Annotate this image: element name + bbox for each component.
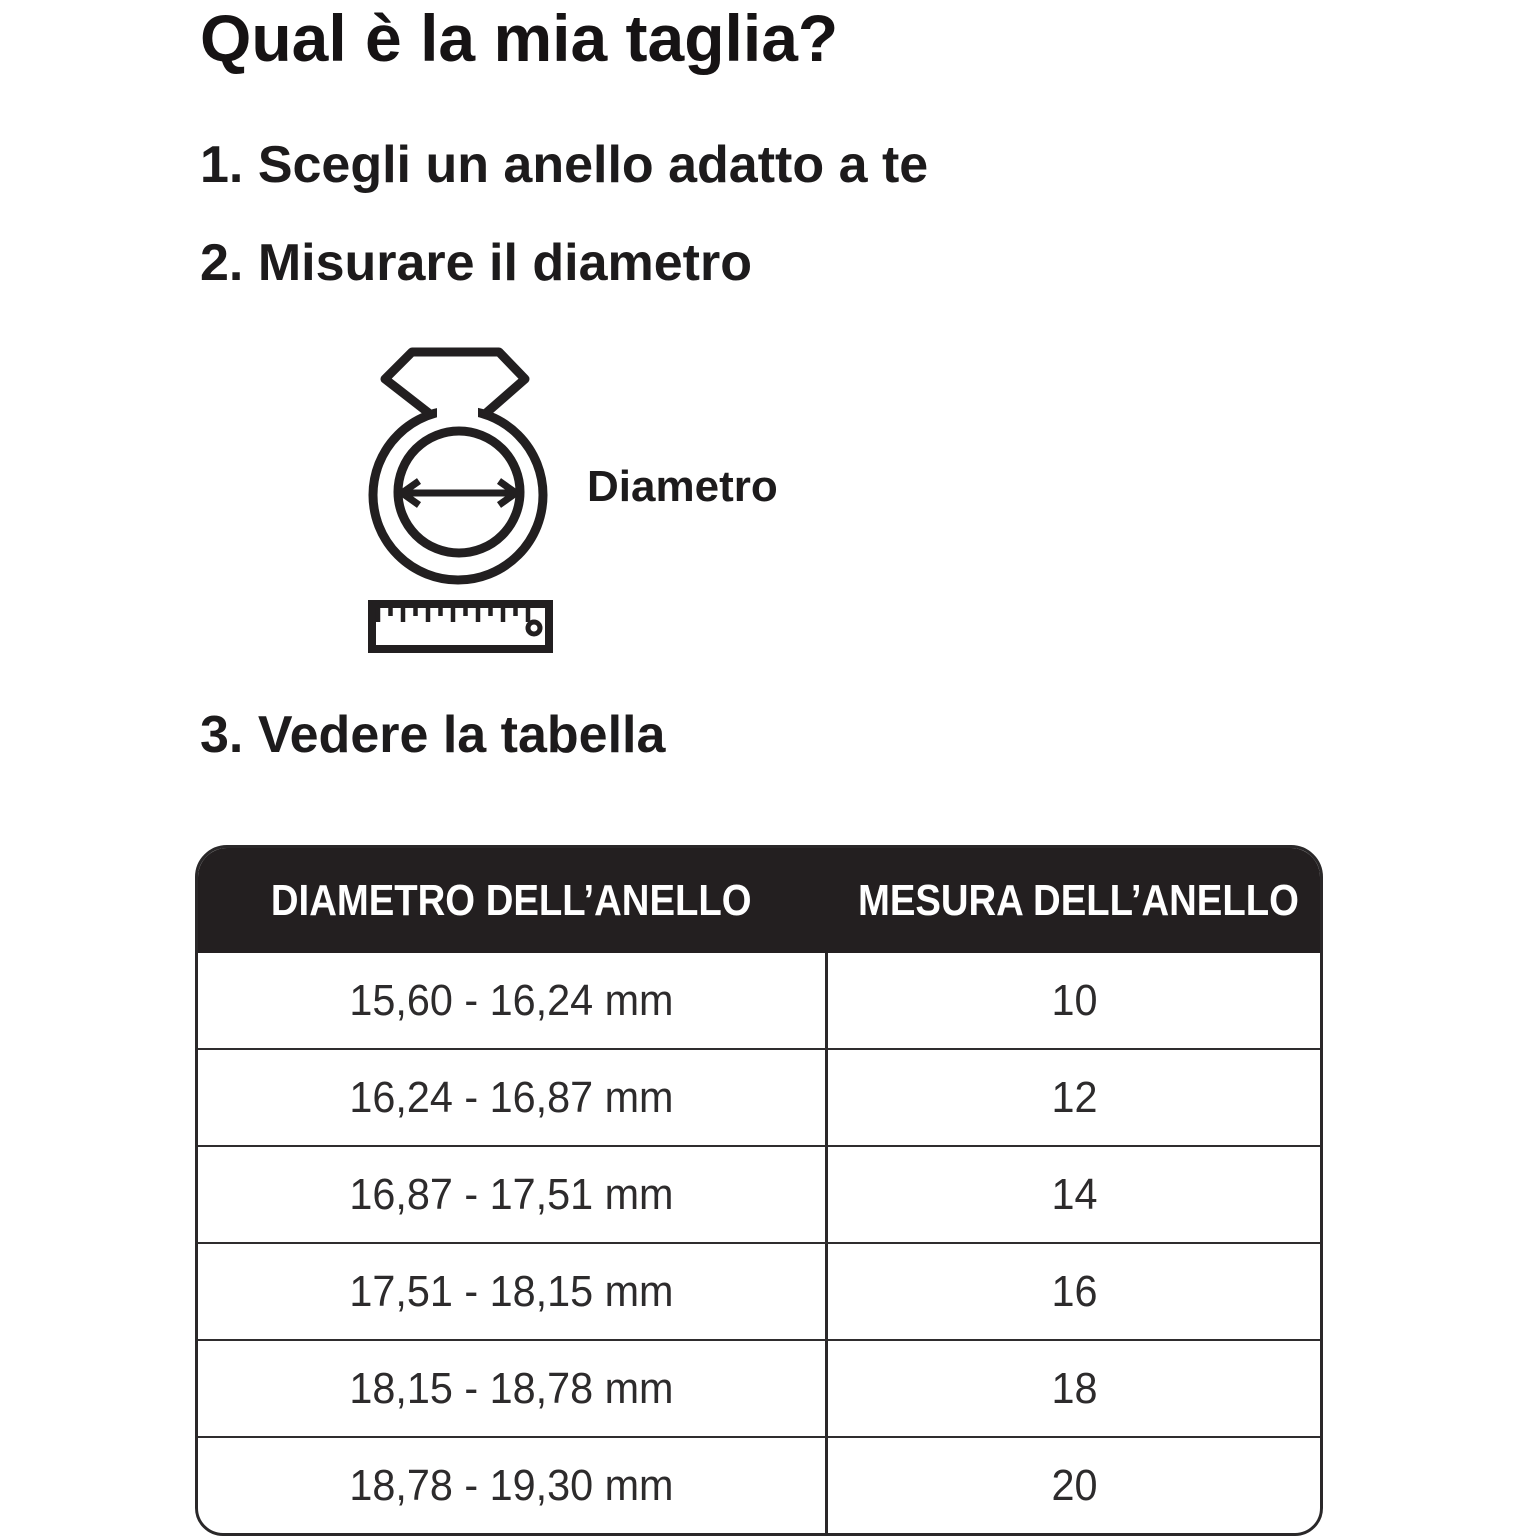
diameter-arrow-icon [402,481,516,505]
ring-size-cell: 20 [825,1438,1320,1533]
page-title: Qual è la mia taglia? [200,1,839,75]
diameter-label: Diametro [587,462,778,511]
diameter-range-cell: 16,87 - 17,51 mm [349,1169,674,1219]
size-table-header-row [198,848,1320,953]
diameter-range-cell: 16,24 - 16,87 mm [349,1072,674,1122]
ring-size-cell: 16 [825,1244,1320,1339]
header-ring-diameter: DIAMETRO DELL’ANELLO [271,875,752,925]
ring-size-cell: 14 [825,1147,1320,1242]
table-row [198,1436,1320,1533]
ring-size-cell: 12 [825,1050,1320,1145]
table-row [198,1339,1320,1436]
ring-size-cell: 18 [825,1341,1320,1436]
table-row [198,1145,1320,1242]
step-1-heading: 1. Scegli un anello adatto a te [200,136,929,194]
step-3-heading: 3. Vedere la tabella [200,706,666,764]
step-2-heading: 2. Misurare il diametro [200,234,752,292]
ring-size-cell: 10 [825,953,1320,1048]
header-ring-size: MESURA DELL’ANELLO [857,875,1299,925]
ruler-icon [372,604,549,649]
table-row [198,953,1320,1048]
table-row [198,1242,1320,1339]
diameter-range-cell: 18,15 - 18,78 mm [349,1363,674,1413]
ring-with-diamond-icon [373,352,543,580]
diameter-range-cell: 17,51 - 18,15 mm [349,1266,674,1316]
diameter-range-cell: 15,60 - 16,24 mm [349,975,674,1025]
size-table-body [198,953,1320,1533]
ring-size-table [195,845,1323,1536]
table-row [198,1048,1320,1145]
diameter-range-cell: 18,78 - 19,30 mm [349,1460,674,1510]
ring-measure-illustration [350,334,580,674]
